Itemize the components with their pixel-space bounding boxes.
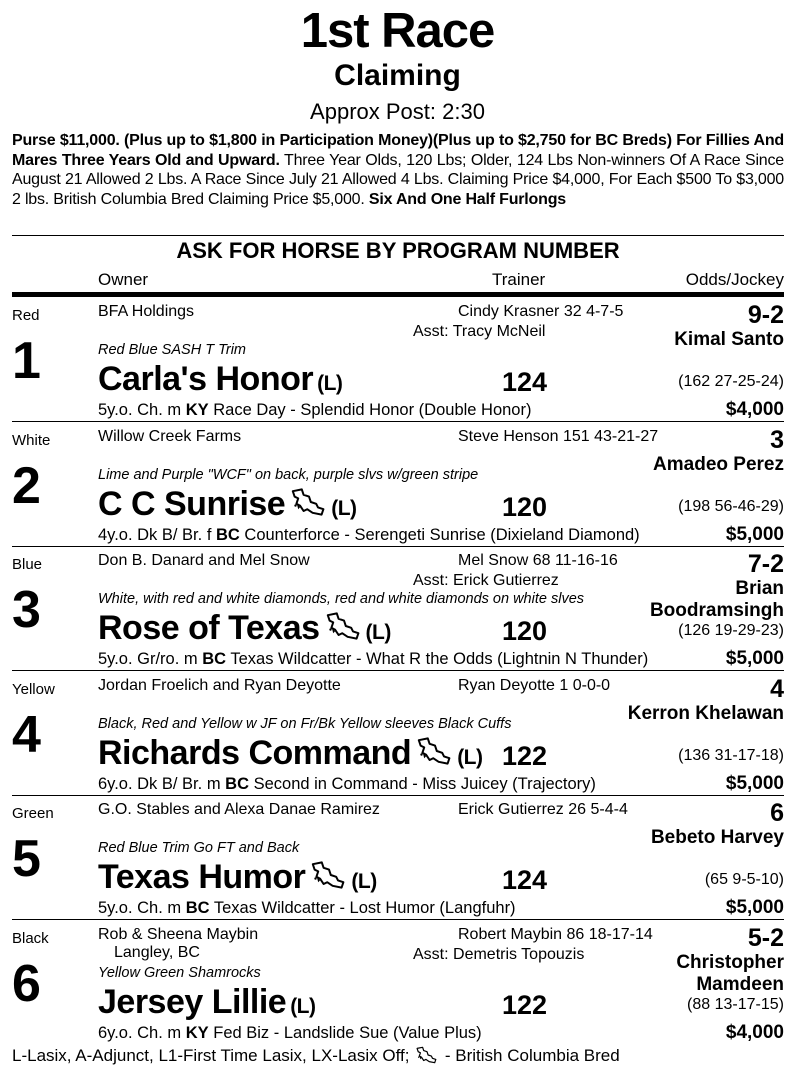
saddle-color: White xyxy=(12,431,51,449)
owner-location: Langley, BC xyxy=(114,944,200,961)
horse-name: Texas Humor xyxy=(98,858,306,897)
weight: 122 xyxy=(502,740,548,771)
jockey-name: Bebeto Harvey xyxy=(650,827,784,849)
entry-row xyxy=(12,546,784,671)
program-number: 5 xyxy=(12,830,41,889)
bc-map-icon xyxy=(416,1046,438,1064)
age-sex: 5y.o. Ch. m xyxy=(98,401,186,419)
program-number: 6 xyxy=(12,955,41,1013)
owner-name: Jordan Froelich and Ryan Deyotte xyxy=(98,676,341,694)
weight: 124 xyxy=(502,865,548,896)
horse-name-line xyxy=(98,484,357,529)
pedigree xyxy=(98,401,531,420)
horse-name: Richards Command xyxy=(98,733,412,772)
pedigree xyxy=(98,526,640,545)
horse-name-line xyxy=(98,608,391,653)
medication: (L) xyxy=(457,745,483,769)
morning-line-odds: 5-2 xyxy=(747,924,784,952)
horse-name: Rose of Texas xyxy=(98,609,320,648)
entry-row xyxy=(12,671,784,796)
program-banner: ASK FOR HORSE BY PROGRAM NUMBER xyxy=(12,235,784,266)
horse-name-line xyxy=(98,982,316,1027)
jockey-stats: (65 9-5-10) xyxy=(704,871,784,889)
bc-bred-icon xyxy=(326,610,362,640)
jockey-stats: (136 31-17-18) xyxy=(678,746,784,764)
entry-row xyxy=(12,422,784,547)
claim-price: $5,000 xyxy=(725,897,784,919)
owner-name: Rob & Sheena Maybin xyxy=(98,926,259,943)
saddle-color: Blue xyxy=(12,556,43,574)
sire-dam: Texas Wildcatter - Lost Humor (Langfuhr) xyxy=(209,899,516,918)
jockey-stats: (88 13-17-15) xyxy=(687,996,784,1013)
age-sex: 6y.o. Ch. m xyxy=(98,1024,186,1042)
entry-row xyxy=(12,920,784,1044)
horse-name: Jersey Lillie xyxy=(98,983,287,1021)
owner-header: Owner xyxy=(98,270,149,289)
weight: 120 xyxy=(502,491,548,522)
trainer-name: Steve Henson 151 43-21-27 xyxy=(458,427,659,445)
claim-price: $5,000 xyxy=(725,772,784,794)
program-number: 3 xyxy=(12,581,41,640)
age-sex: 5y.o. Gr/ro. m xyxy=(98,650,203,669)
conditions-distance: Six And One Half Furlongs xyxy=(368,190,566,208)
column-header xyxy=(12,266,784,297)
sire-dam: Race Day - Splendid Honor (Double Honor) xyxy=(208,401,532,419)
conditions-weights: Three Year Olds, 120 Lbs; Older, 124 Lbs Non-winners Of A Race Since August 21 Allowed 2 Lbs. A Race Since July 21 Allowed 4 Lbs. Claiming Price $4,000, For Each $500 To $3,000 2 lbs. British Columbia Bred Claiming Price $5,000. xyxy=(12,151,784,208)
post-time: Approx Post: 2:30 xyxy=(310,99,485,124)
sire-dam: Texas Wildcatter - What R the Odds (Lightnin N Thunder) xyxy=(226,650,649,669)
legend-footer xyxy=(12,1046,620,1066)
jockey-name: Kimal Santo xyxy=(674,329,784,350)
trainer-name: Robert Maybin 86 18-17-14 xyxy=(458,926,653,943)
trainer-header: Trainer xyxy=(492,270,546,289)
saddle-color: Red xyxy=(12,307,40,324)
conditions-purse: Purse $11,000. (Plus up to $1,800 in Participation Money)(Plus up to $2,750 for BC Breds) For Fillies And Mares Three Years Old and Upward. xyxy=(12,132,784,169)
age-sex: 5y.o. Ch. m xyxy=(98,899,186,918)
race-title: 1st Race xyxy=(300,4,495,58)
sire-dam: Counterforce - Serengeti Sunrise (Dixieland Diamond) xyxy=(239,525,640,544)
jockey-name: Kerron Khelawan xyxy=(627,702,784,724)
owner-name: BFA Holdings xyxy=(98,303,195,320)
entry-row xyxy=(12,795,784,920)
program-number: 1 xyxy=(12,332,41,390)
odds-jockey-header: Odds/Jockey xyxy=(685,270,784,289)
claim-price: $4,000 xyxy=(725,399,784,420)
owner-name: G.O. Stables and Alexa Danae Ramirez xyxy=(98,801,380,819)
medication: (L) xyxy=(365,621,391,645)
breed-state: BC xyxy=(215,525,240,544)
trainer-name: Cindy Krasner 32 4-7-5 xyxy=(458,303,624,320)
trainer-name: Erick Gutierrez 26 5-4-4 xyxy=(458,801,628,819)
horse-name-line xyxy=(98,733,483,778)
morning-line-odds: 9-2 xyxy=(747,301,784,329)
pedigree xyxy=(98,1024,482,1043)
race-conditions xyxy=(12,131,784,209)
owner-name: Don B. Danard and Mel Snow xyxy=(98,552,310,570)
horse-name-line xyxy=(98,857,377,902)
silks-description: White, with red and white diamonds, red and white diamonds on white slves xyxy=(98,591,585,608)
medication: (L) xyxy=(351,870,377,894)
weight: 122 xyxy=(502,990,548,1020)
owner-name: Willow Creek Farms xyxy=(98,427,242,445)
saddle-color: Black xyxy=(12,930,49,947)
saddle-color: Yellow xyxy=(12,680,55,698)
program-number: 4 xyxy=(12,705,41,764)
morning-line-odds: 7-2 xyxy=(747,550,784,579)
entry-row xyxy=(12,297,784,422)
assistant-trainer: Asst: Tracy McNeil xyxy=(413,323,546,340)
assistant-trainer: Asst: Erick Gutierrez xyxy=(413,572,559,590)
pedigree xyxy=(98,650,648,669)
silks-description: Red Blue SASH T Trim xyxy=(98,342,246,358)
horse-name-line xyxy=(98,359,342,404)
silks-description: Black, Red and Yellow w JF on Fr/Bk Yellow sleeves Black Cuffs xyxy=(98,715,512,732)
breed-state: KY xyxy=(185,401,209,419)
bc-bred-icon xyxy=(311,859,347,889)
morning-line-odds: 3 xyxy=(770,425,784,454)
legend-bc-text: - British Columbia Bred xyxy=(440,1046,620,1065)
silks-description: Red Blue Trim Go FT and Back xyxy=(98,840,300,857)
horse-name: Carla's Honor xyxy=(98,360,314,398)
trainer-name: Mel Snow 68 11-16-16 xyxy=(458,552,618,570)
age-sex: 4y.o. Dk B/ Br. f xyxy=(98,525,216,544)
claim-price: $5,000 xyxy=(725,648,784,670)
jockey-name: Amadeo Perez xyxy=(653,453,784,475)
silks-description: Yellow Green Shamrocks xyxy=(98,965,261,981)
program-number: 2 xyxy=(12,456,41,515)
breed-state: BC xyxy=(185,899,210,918)
silks-description: Lime and Purple "WCF" on back, purple slvs w/green stripe xyxy=(98,466,479,483)
saddle-color: Green xyxy=(12,805,54,823)
legend-text: L-Lasix, A-Adjunct, L1-First Time Lasix, LX-Lasix Off; xyxy=(12,1046,415,1065)
jockey-name: Brian Boodramsingh xyxy=(649,578,784,622)
morning-line-odds: 4 xyxy=(770,674,784,703)
breed-state: BC xyxy=(202,650,227,669)
pedigree xyxy=(98,899,516,918)
weight: 120 xyxy=(502,616,548,647)
bc-bred-icon xyxy=(291,486,327,516)
breed-state: KY xyxy=(185,1024,209,1042)
jockey-name: Christopher Mamdeen xyxy=(676,952,784,995)
breed-state: BC xyxy=(225,774,249,793)
sire-dam: Fed Biz - Landslide Sue (Value Plus) xyxy=(208,1024,482,1042)
sire-dam: Second in Command - Miss Juicey (Trajectory) xyxy=(249,774,596,793)
age-sex: 6y.o. Dk B/ Br. m xyxy=(98,774,226,793)
race-type: Claiming xyxy=(334,59,461,92)
claim-price: $5,000 xyxy=(725,523,784,545)
assistant-trainer: Asst: Demetris Topouzis xyxy=(413,946,585,963)
morning-line-odds: 6 xyxy=(770,799,784,828)
bc-bred-icon xyxy=(417,735,453,765)
weight: 124 xyxy=(502,367,548,397)
jockey-stats: (162 27-25-24) xyxy=(678,373,784,390)
claim-price: $4,000 xyxy=(725,1022,784,1043)
medication: (L) xyxy=(331,496,357,520)
jockey-stats: (198 56-46-29) xyxy=(678,497,784,515)
pedigree xyxy=(98,775,596,794)
horse-name: C C Sunrise xyxy=(98,484,286,523)
trainer-name: Ryan Deyotte 1 0-0-0 xyxy=(458,676,611,694)
medication: (L) xyxy=(317,372,343,395)
medication: (L) xyxy=(290,995,316,1018)
jockey-stats: (126 19-29-23) xyxy=(678,622,784,640)
